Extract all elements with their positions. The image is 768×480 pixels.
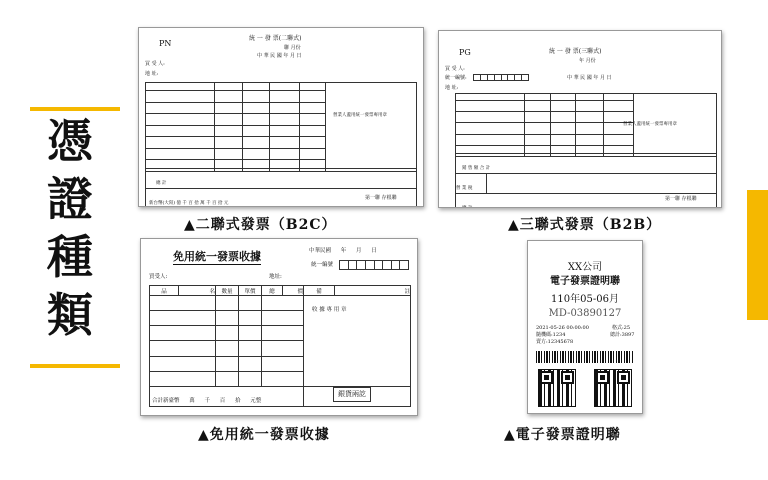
receipt-seal-note: 收 據 專 用 章: [312, 307, 347, 313]
b2b-tax-id-label: 統一編號:: [445, 75, 467, 81]
receipt-stamp: 銀貨兩訖: [333, 387, 371, 402]
b2c-amount-words: 新台幣(大寫) 億 千 百 拾 萬 千 百 拾 元: [149, 201, 229, 206]
receipt-col-header: 價: [283, 286, 304, 296]
e-invoice-barcode: [536, 351, 634, 363]
e-invoice-number: MD-03890127: [548, 308, 622, 319]
section-title-char: 證: [47, 172, 93, 226]
receipt-address-label: 地址:: [269, 274, 282, 280]
receipt-total-line: 合計新臺幣 萬 千 百 拾 元整: [152, 398, 262, 404]
b2b-total-label: [456, 206, 472, 208]
receipt-tax-id-boxes: [339, 260, 409, 270]
e-invoice-datetime: 2021-05-26 00:00:00: [536, 325, 589, 331]
b2b-invoice-image: [438, 30, 722, 208]
receipt-col-header: 註: [335, 286, 411, 296]
receipt-title: 免用統一發票收據: [173, 250, 261, 263]
b2c-code: PN: [159, 39, 172, 48]
b2b-item-table: [455, 93, 717, 157]
section-title: [40, 112, 100, 344]
section-title-char: 種: [47, 230, 93, 284]
e-invoice-qr-code-left: [538, 369, 576, 407]
e-invoice-total: 總計:3897: [610, 332, 635, 338]
b2c-total-table: [145, 168, 417, 207]
accent-bar-top: [30, 107, 120, 111]
b2c-sub-title: 聯 月份: [284, 45, 301, 51]
b2b-tax-label: 營 業 稅: [456, 186, 473, 191]
e-invoice-seller: 賣方:12345678: [536, 339, 574, 345]
accent-bar-bottom: [30, 364, 120, 368]
e-invoice-period: 110年05-06月: [551, 294, 619, 305]
b2c-seal-note: 營業人蓋用統一發票專用章: [333, 113, 387, 118]
b2c-date-line: 中 華 民 國 年 月 日: [257, 53, 302, 59]
e-invoice-random-code: 隨機碼:1234: [536, 332, 566, 338]
receipt-col-header: 備: [304, 286, 335, 296]
b2b-buyer-label: 買 受 人:: [445, 66, 465, 72]
receipt-col-header: 總: [262, 286, 283, 296]
receipt-col-header: 數量: [216, 286, 239, 296]
caption-electronic: ▲電子發票證明聯: [504, 427, 621, 443]
b2c-total-label: 總 計: [156, 181, 167, 186]
b2b-footer: 第一聯 存根聯: [665, 196, 697, 202]
receipt-image: [140, 238, 418, 416]
e-invoice-qr-code-right: [594, 369, 632, 407]
receipt-date-line: 中華民國 年 月 日: [309, 248, 377, 254]
e-invoice-format: 格式:25: [612, 325, 631, 331]
receipt-col-header: 名: [179, 286, 216, 296]
b2b-title: 統 一 發 票(三聯式): [549, 48, 602, 55]
e-invoice-title: 電子發票證明聯: [550, 276, 620, 287]
section-title-char: 類: [47, 288, 93, 342]
b2c-title: 統 一 發 票(二聯式): [249, 35, 302, 42]
b2b-seal-note: 營業人蓋用統一發票專用章: [623, 122, 677, 127]
receipt-col-header: 單價: [239, 286, 262, 296]
e-invoice-image: [527, 240, 643, 414]
receipt-item-table: [149, 285, 411, 407]
b2c-item-table: [145, 82, 417, 172]
b2b-code: PG: [459, 48, 471, 57]
e-invoice-company: XX公司: [567, 262, 603, 273]
receipt-col-header: 品: [150, 286, 179, 296]
caption-b2c: ▲二聯式發票（B2C）: [184, 217, 337, 233]
receipt-buyer-label: 買受人:: [149, 274, 168, 280]
section-title-char: 憑: [47, 114, 93, 168]
b2b-tax-id-boxes: [473, 74, 529, 81]
b2b-sales-label: 銷 售 額 合 計: [462, 166, 491, 171]
b2b-date-line: 中 華 民 國 年 月 日: [567, 75, 612, 81]
caption-b2b: ▲三聯式發票（B2B）: [508, 217, 662, 233]
b2b-address-label: 地 址:: [445, 85, 459, 91]
b2c-footer: 第一聯 存根聯: [365, 195, 397, 201]
b2c-buyer-label: 買 受 人:: [145, 61, 165, 67]
receipt-tax-id-label: 統一編號: [311, 262, 334, 268]
b2c-address-label: 地 址:: [145, 71, 159, 77]
caption-receipt: ▲免用統一發票收據: [198, 427, 330, 443]
b2b-sub-title: 年 月份: [579, 58, 596, 64]
accent-bar-right: [747, 190, 768, 320]
b2c-invoice-image: [138, 27, 424, 207]
